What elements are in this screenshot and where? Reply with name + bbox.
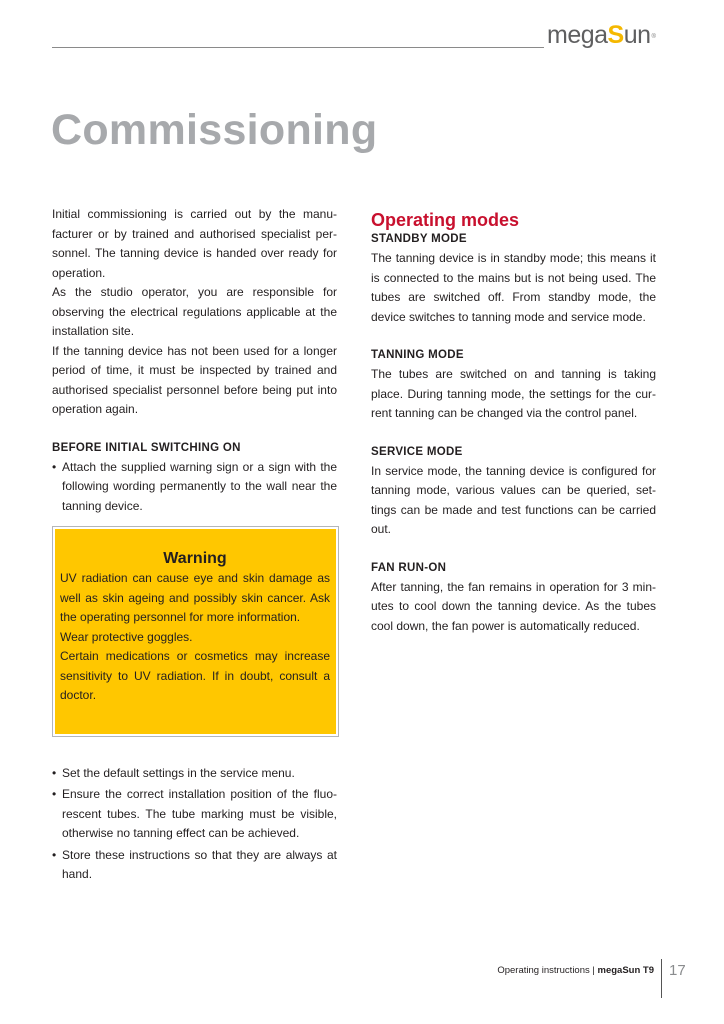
bullet-icon: • xyxy=(52,787,57,801)
standby-mode-text: The tanning device is in standby mode; this means it is connected to the mains but is not being used. The tubes are switched off. From standby mode, the device switches to tanning mode and service mode. xyxy=(371,251,656,324)
list-item-text: Store these instructions so that they are always at hand. xyxy=(62,847,337,881)
service-mode-heading: SERVICE MODE xyxy=(371,445,463,458)
intro-paragraph-1: Initial commissioning is carried out by the manu-facturer or by trained and authorised specialist per-sonnel. The tanning device is handed over ready for operation. xyxy=(52,207,337,280)
service-mode-text: In service mode, the tanning device is configured for tanning mode, various values can be queried, set-tings can be made and test functions can be carried out. xyxy=(371,463,656,536)
fan-run-on-text: After tanning, the fan remains in operation for 3 min-utes to cool down the tanning device. As the tubes cool down, the fan power is automatically reduced. xyxy=(371,579,656,633)
standby-mode-heading: STANDBY MODE xyxy=(371,233,467,245)
page-title: Commissioning xyxy=(51,106,378,154)
megasun-logo xyxy=(547,20,655,50)
list-item xyxy=(52,785,337,844)
bullet-icon: • xyxy=(52,765,57,780)
tanning-mode-heading: TANNING MODE xyxy=(371,349,464,361)
setup-list xyxy=(52,764,337,885)
operating-modes-title: Operating modes xyxy=(371,210,520,230)
bullet-icon: • xyxy=(52,847,57,862)
footer-doc-label xyxy=(497,965,654,976)
footer-label: Operating instructions | xyxy=(497,965,598,976)
logo-prefix: mega xyxy=(547,21,608,49)
left-column xyxy=(52,205,337,887)
warning-line-3: Certain medications or cosmetics may increase sensitivity to UV radiation. If in doubt, consult a doctor. xyxy=(60,649,330,702)
tanning-mode-text: The tubes are switched on and tanning is taking place. During tanning mode, the settings for the cur-rent tanning can be changed via the control panel. xyxy=(371,367,656,420)
list-item xyxy=(52,846,337,885)
registered-mark: ® xyxy=(651,34,656,40)
warning-line-2: Wear protective goggles. xyxy=(60,629,193,644)
before-switching-list xyxy=(52,458,337,517)
page-footer xyxy=(0,962,724,1002)
warning-box-inner xyxy=(55,529,336,734)
warning-title: Warning xyxy=(163,550,227,567)
list-item-text: Attach the supplied warning sign or a sign with the following wording permanently to the wall near the tanning device. xyxy=(62,459,337,513)
intro-paragraph-2: As the studio operator, you are responsible for observing the electrical regulations applicable at the installation site. xyxy=(52,285,337,338)
fan-run-on-heading: FAN RUN-ON xyxy=(371,561,447,574)
right-column xyxy=(371,205,656,636)
list-item xyxy=(52,458,337,517)
intro-paragraph-3: If the tanning device has not been used for a longer period of time, it must be inspected by trained and authorised specialist personnel before being put into operation again. xyxy=(52,343,337,416)
list-item-text: Set the default settings in the service menu. xyxy=(62,765,295,780)
bullet-icon: • xyxy=(52,459,57,474)
logo-suffix: un xyxy=(623,21,651,49)
list-item xyxy=(52,764,337,784)
footer-product: megaSun T9 xyxy=(597,965,654,976)
warning-line-1: UV radiation can cause eye and skin damage as well as skin ageing and possibly skin cancer. Ask the operating personnel for more information. xyxy=(60,571,330,624)
footer-divider xyxy=(661,959,662,998)
warning-box xyxy=(52,526,339,737)
before-switching-heading: BEFORE INITIAL SWITCHING ON xyxy=(52,441,241,454)
logo-accent-s: S xyxy=(607,21,624,49)
list-item-text: Ensure the correct installation position of the fluo-rescent tubes. The tube marking must be visible, otherwise no tanning effect can be achieved. xyxy=(62,787,337,840)
header-rule xyxy=(52,47,544,48)
page-number: 17 xyxy=(669,962,686,979)
